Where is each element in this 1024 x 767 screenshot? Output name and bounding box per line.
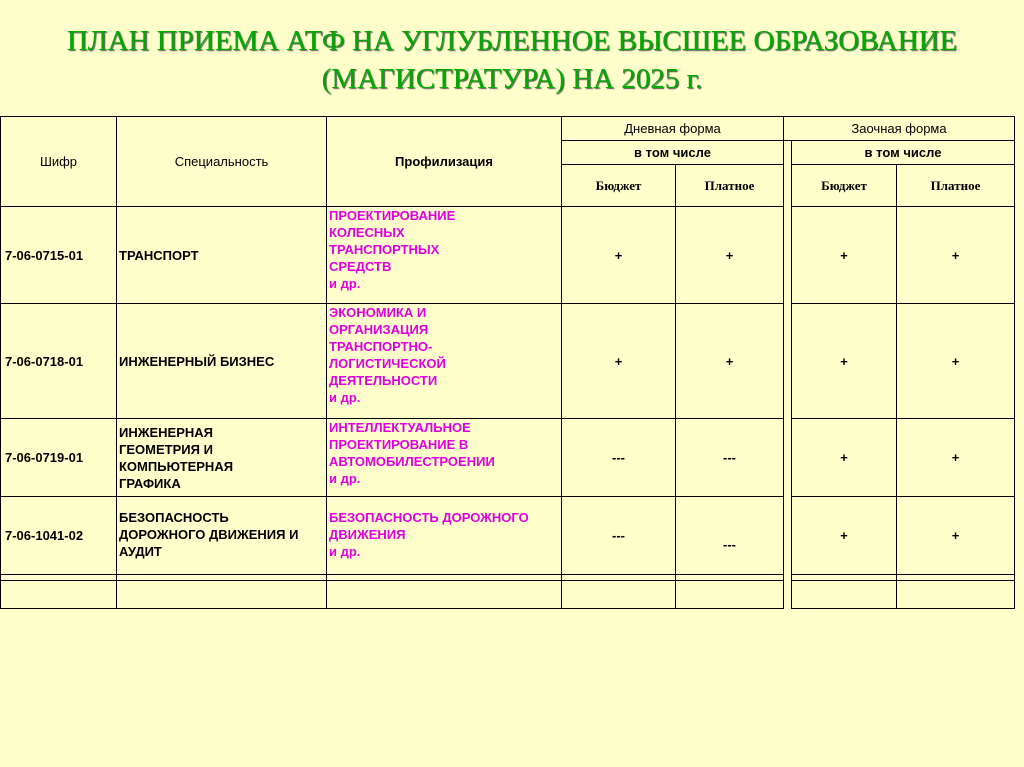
row-specialty xyxy=(117,419,327,497)
header-ext-budget: Бюджет xyxy=(792,165,897,207)
header-day-budget: Бюджет xyxy=(562,165,676,207)
table-row xyxy=(1,207,1015,304)
admission-plan-table xyxy=(0,116,1015,609)
empty-row xyxy=(1,581,1015,609)
row-specialty-text: ИНЖЕНЕРНАЯ ГЕОМЕТРИЯ И КОМПЬЮТЕРНАЯ ГРАФИКА xyxy=(119,424,234,491)
table-row xyxy=(1,304,1015,419)
row-ext-paid: + xyxy=(897,419,1015,497)
row-code: 7-06-0719-01 xyxy=(1,419,117,497)
row-day-paid: --- xyxy=(676,419,784,497)
row-specialty: ИНЖЕНЕРНЫЙ БИЗНЕС xyxy=(117,304,327,419)
column-gap xyxy=(784,207,792,304)
title-line-1: ПЛАН ПРИЕМА АТФ НА УГЛУБЛЕННОЕ ВЫСШЕЕ ОБРАЗОВАНИЕ xyxy=(66,25,958,57)
row-ext-budget: + xyxy=(792,497,897,575)
header-specialty: Специальность xyxy=(117,117,327,207)
row-ext-budget: + xyxy=(792,419,897,497)
header-ext-paid: Платное xyxy=(897,165,1015,207)
row-day-paid: + xyxy=(676,207,784,304)
column-gap xyxy=(784,419,792,497)
header-day-paid: Платное xyxy=(676,165,784,207)
row-day-budget: --- xyxy=(562,419,676,497)
row-day-budget: + xyxy=(562,207,676,304)
header-day-including: в том числе xyxy=(562,141,784,165)
row-ext-paid: + xyxy=(897,304,1015,419)
row-day-budget: + xyxy=(562,304,676,419)
row-code: 7-06-0715-01 xyxy=(1,207,117,304)
header-extramural-form: Заочная форма xyxy=(784,117,1015,141)
page-title xyxy=(0,22,1024,98)
header-code: Шифр xyxy=(1,117,117,207)
column-gap xyxy=(784,165,792,207)
table-row xyxy=(1,419,1015,497)
row-ext-budget: + xyxy=(792,207,897,304)
column-gap xyxy=(784,304,792,419)
row-profile xyxy=(327,207,562,304)
header-ext-including: в том числе xyxy=(792,141,1015,165)
header-profile: Профилизация xyxy=(327,117,562,207)
row-profile-text: ПРОЕКТИРОВАНИЕ КОЛЕСНЫХ ТРАНСПОРТНЫХ СРЕДСТВ и др. xyxy=(329,208,456,291)
row-profile-text: ИНТЕЛЛЕКТУАЛЬНОЕ ПРОЕКТИРОВАНИЕ В АВТОМОБИЛЕСТРОЕНИИ и др. xyxy=(329,420,495,486)
row-day-budget: --- xyxy=(562,497,676,575)
row-profile-text: БЕЗОПАСНОСТЬ ДОРОЖНОГО ДВИЖЕНИЯ и др. xyxy=(329,510,529,559)
row-day-paid: --- xyxy=(676,497,784,575)
row-specialty xyxy=(117,497,327,575)
row-profile-text: ЭКОНОМИКА И ОРГАНИЗАЦИЯ ТРАНСПОРТНО-ЛОГИСТИЧЕСКОЙ ДЕЯТЕЛЬНОСТИ и др. xyxy=(329,305,446,405)
table-row xyxy=(1,497,1015,575)
row-day-paid: + xyxy=(676,304,784,419)
row-specialty: ТРАНСПОРТ xyxy=(117,207,327,304)
row-ext-paid: + xyxy=(897,207,1015,304)
row-ext-paid: + xyxy=(897,497,1015,575)
header-day-form: Дневная форма xyxy=(562,117,784,141)
title-line-2: (МАГИСТРАТУРА) НА 2025 г. xyxy=(321,63,703,95)
column-gap xyxy=(784,141,792,165)
row-profile xyxy=(327,419,562,497)
row-code: 7-06-0718-01 xyxy=(1,304,117,419)
column-gap xyxy=(784,497,792,575)
row-code: 7-06-1041-02 xyxy=(1,497,117,575)
row-ext-budget: + xyxy=(792,304,897,419)
row-profile xyxy=(327,497,562,575)
row-profile xyxy=(327,304,562,419)
row-specialty-text: БЕЗОПАСНОСТЬ ДОРОЖНОГО ДВИЖЕНИЯ И АУДИТ xyxy=(119,510,299,559)
